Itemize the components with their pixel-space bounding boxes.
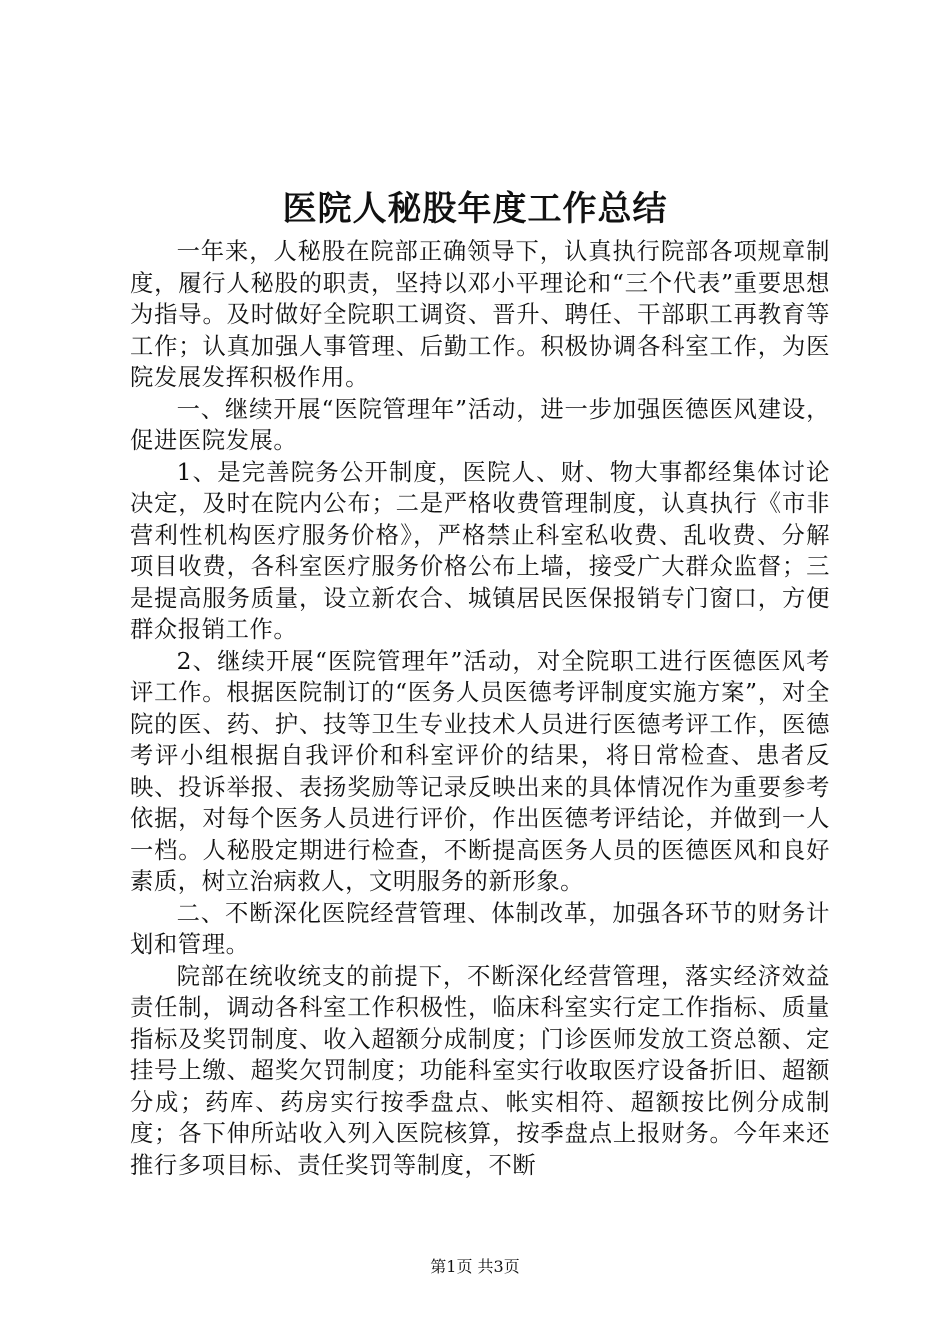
- paragraph-intro: 一年来，人秘股在院部正确领导下，认真执行院部各项规章制度，履行人秘股的职责，坚持以邓小平理论和“三个代表”重要思想为指导。及时做好全院职工调资、晋升、聘任、干部职工再教育等工作；认真加强人事管理、后勤工作。积极协调各科室工作，为医院发展发挥积极作用。: [130, 238, 830, 391]
- page-footer: 第1页 共3页: [430, 1257, 520, 1276]
- paragraph-item-1: 1、是完善院务公开制度，医院人、财、物大事都经集体讨论决定，及时在院内公布；二是严格收费管理制度，认真执行《市非营利性机构医疗服务价格》，严格禁止科室私收费、乱收费、分解项目收费，各科室医疗服务价格公布上墙，接受广大群众监督；三是提高服务质量，设立新农合、城镇居民医保报销专门窗口，方便群众报销工作。: [130, 458, 830, 643]
- paragraph-item-2: 2、继续开展“医院管理年”活动，对全院职工进行医德医风考评工作。根据医院制订的“医务人员医德考评制度实施方案”，对全院的医、药、护、技等卫生专业技术人员进行医德考评工作，医德考评小组根据自我评价和科室评价的结果，将日常检查、患者反映、投诉举报、表扬奖励等记录反映出来的具体情况作为重要参考依据，对每个医务人员进行评价，作出医德考评结论，并做到一人一档。人秘股定期进行检查，不断提高医务人员的医德医风和良好素质，树立治病救人，文明服务的新形象。: [130, 647, 830, 895]
- paragraph-section-1-heading: 一、继续开展“医院管理年”活动，进一步加强医德医风建设，促进医院发展。: [130, 395, 830, 454]
- document-body: [130, 236, 830, 1181]
- paragraph-section-2-body: 院部在统收统支的前提下，不断深化经营管理，落实经济效益责任制，调动各科室工作积极性，临床科室实行定工作指标、质量指标及奖罚制度、收入超额分成制度；门诊医师发放工资总额、定挂号上缴、超奖欠罚制度；功能科室实行收取医疗设备折旧、超额分成；药库、药房实行按季盘点、帐实相符、超额按比例分成制度；各下伸所站收入列入医院核算，按季盘点上报财务。今年来还推行多项目标、责任奖罚等制度，不断: [130, 962, 830, 1179]
- document-title: 医院人秘股年度工作总结: [282, 189, 668, 229]
- paragraph-section-2-heading: 二、不断深化医院经营管理、体制改革，加强各环节的财务计划和管理。: [130, 899, 830, 958]
